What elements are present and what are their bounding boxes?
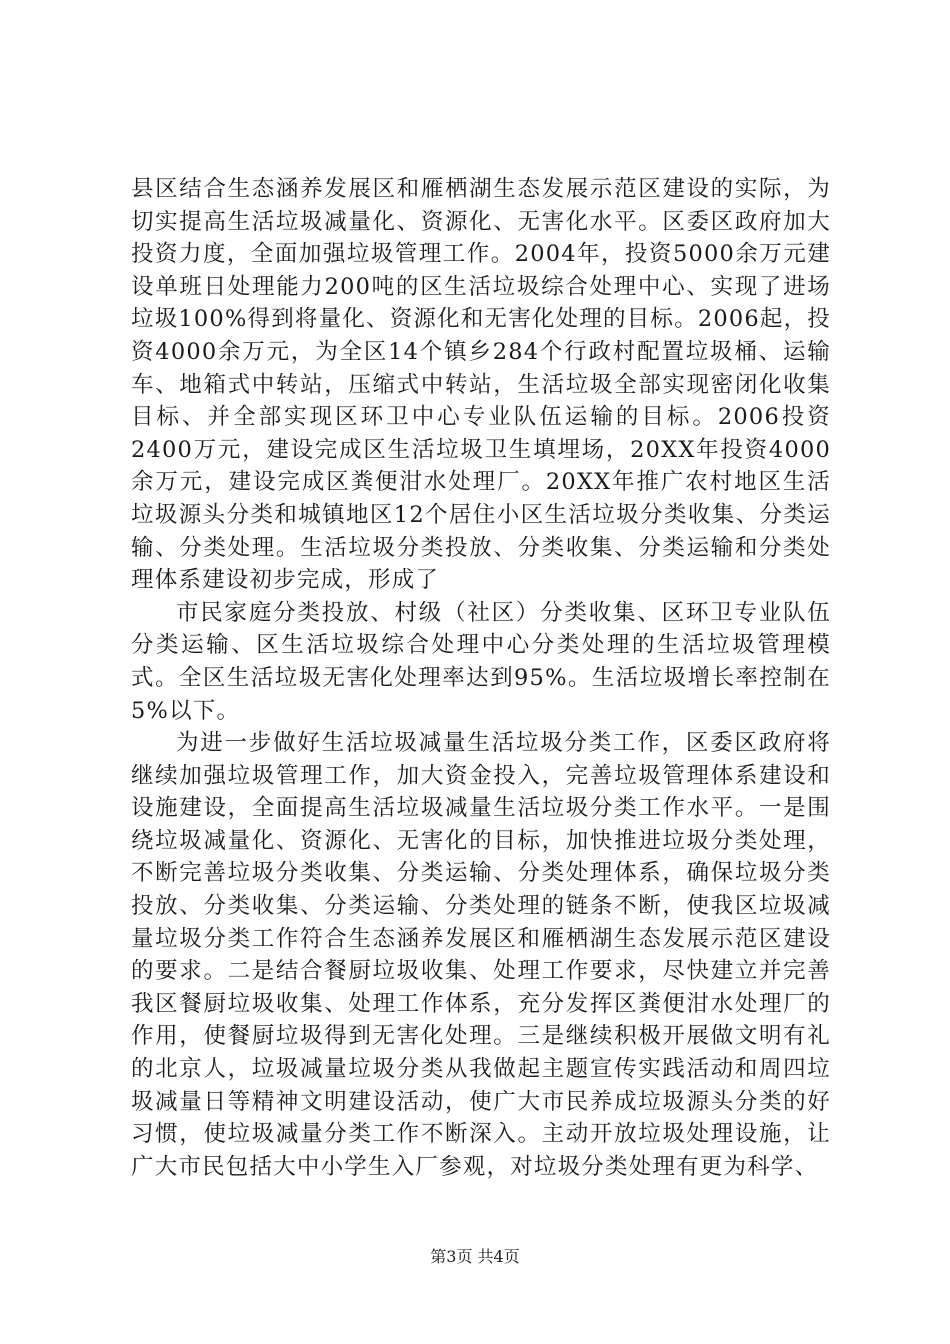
paragraph-3: 为进一步做好生活垃圾减量生活垃圾分类工作，区委区政府将继续加强垃圾管理工作，加大资金投入，完善垃圾管理体系建设和设施建设，全面提高生活垃圾减量生活垃圾分类工作水平。一是围绕垃圾减量化、资源化、无害化的目标，加快推进垃圾分类处理，不断完善垃圾分类收集、分类运输、分类处理体系，确保垃圾分类投放、分类收集、分类运输、分类处理的链条不断，使我区垃圾减量垃圾分类工作符合生态涵养发展区和雁栖湖生态发展示范区建设的要求。二是结合餐厨垃圾收集、处理工作要求，尽快建立并完善我区餐厨垃圾收集、处理工作体系，充分发挥区粪便泔水处理厂的作用，使餐厨垃圾得到无害化处理。三是继续积极开展做文明有礼的北京人，垃圾减量垃圾分类从我做起主题宣传实践活动和周四垃圾减量日等精神文明建设活动，使广大市民养成垃圾源头分类的好习惯，使垃圾减量分类工作不断深入。主动开放垃圾处理设施，让广大市民包括大中小学生入厂参观，对垃圾分类处理有更为科学、 [131, 730, 831, 1180]
paragraph-2: 市民家庭分类投放、村级（社区）分类收集、区环卫专业队伍分类运输、区生活垃圾综合处理中心分类处理的生活垃圾管理模式。全区生活垃圾无害化处理率达到95%。生活垃圾增长率控制在5%以下。 [131, 599, 831, 724]
page-footer: 第3页 共4页 [430, 1247, 520, 1266]
paragraph-1: 县区结合生态涵养发展区和雁栖湖生态发展示范区建设的实际，为切实提高生活垃圾减量化、资源化、无害化水平。区委区政府加大投资力度，全面加强垃圾管理工作。2004年，投资5000余万元建设单班日处理能力200吨的区生活垃圾综合处理中心、实现了进场垃圾100%得到将量化、资源化和无害化处理的目标。2006起，投资4000余万元，为全区14个镇乡284个行政村配置垃圾桶、运输车、地箱式中转站，压缩式中转站，生活垃圾全部实现密闭化收集目标、并全部实现区环卫中心专业队伍运输的目标。2006投资2400万元，建设完成区生活垃圾卫生填埋场，20XX年投资4000余万元，建设完成区粪便泔水处理厂。20XX年推广农村地区生活垃圾源头分类和城镇地区12个居住小区生活垃圾分类收集、分类运输、分类处理。生活垃圾分类投放、分类收集、分类运输和分类处理体系建设初步完成，形成了 [131, 176, 831, 594]
document-body [131, 173, 831, 1183]
